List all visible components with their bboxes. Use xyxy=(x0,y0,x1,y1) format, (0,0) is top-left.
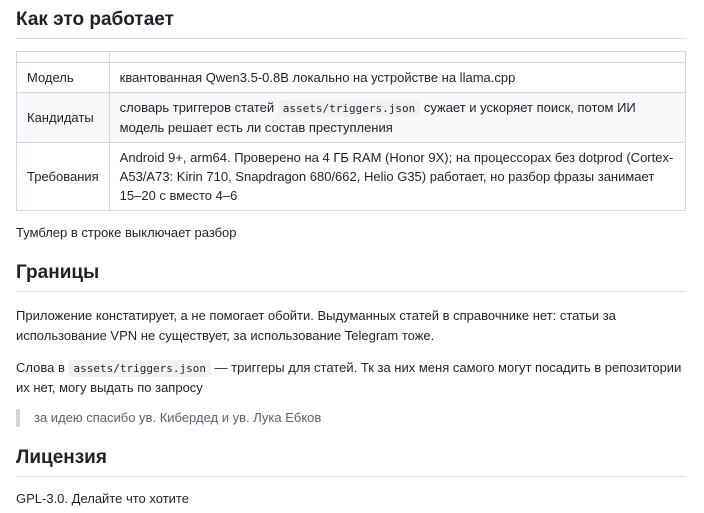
table-row-model xyxy=(17,62,686,92)
triggers-file-code: assets/triggers.json xyxy=(278,100,420,117)
row-value-model: квантованная Qwen3.5-0.8B локально на устройстве на llama.cpp xyxy=(109,62,685,92)
how-it-works-heading: Как это работает xyxy=(16,0,686,39)
paragraph-2-before: Слова в xyxy=(16,360,65,375)
license-heading: Лицензия xyxy=(16,446,686,477)
row-key-candidates: Кандидаты xyxy=(17,92,110,142)
table-header-cell xyxy=(109,51,685,62)
limits-heading: Границы xyxy=(16,261,686,292)
row-value-candidates xyxy=(109,92,685,142)
thanks-quote: за идею спасибо ув. Кибердед и ув. Лука Ебков xyxy=(16,409,686,427)
limits-paragraph-1: Приложение констатирует, а не помогает обойти. Выдуманных статей в справочнике нет: статьи за использование VPN не существует, за использование Telegram тоже. xyxy=(16,308,616,343)
candidates-text-before: словарь триггеров статей xyxy=(119,99,275,115)
table-row-requirements xyxy=(17,142,686,210)
row-value-requirements: Android 9+, arm64. Проверено на 4 ГБ RAM (Honor 9X); на процессорах без dotprod (Cortex-A53/A73: Kirin 710, Snapdragon 680/662, Helio G35) работает, но разбор фразы занимает 15–20 с вместо 4–6 xyxy=(109,142,685,210)
paragraph-2-after: — триггеры для статей. Тк за них меня самого могут посадить в репозитории их нет, могу выдать по запросу xyxy=(16,360,682,395)
toggle-note: Тумблер в строке выключает разбор xyxy=(16,224,237,240)
table-header-row xyxy=(17,51,686,62)
row-key-requirements: Требования xyxy=(17,142,110,210)
triggers-file-code-inline: assets/triggers.json xyxy=(68,360,210,377)
table-header-cell xyxy=(17,51,110,62)
license-text: GPL-3.0. Делайте что хотите xyxy=(16,490,189,506)
candidates-text-after: сужает и ускоряет поиск, потом ИИ модель решает есть ли состав преступления xyxy=(119,99,636,135)
info-table xyxy=(16,51,686,211)
row-key-model: Модель xyxy=(17,62,110,92)
limits-paragraph-2 xyxy=(16,358,686,397)
table-row-candidates xyxy=(17,92,686,142)
